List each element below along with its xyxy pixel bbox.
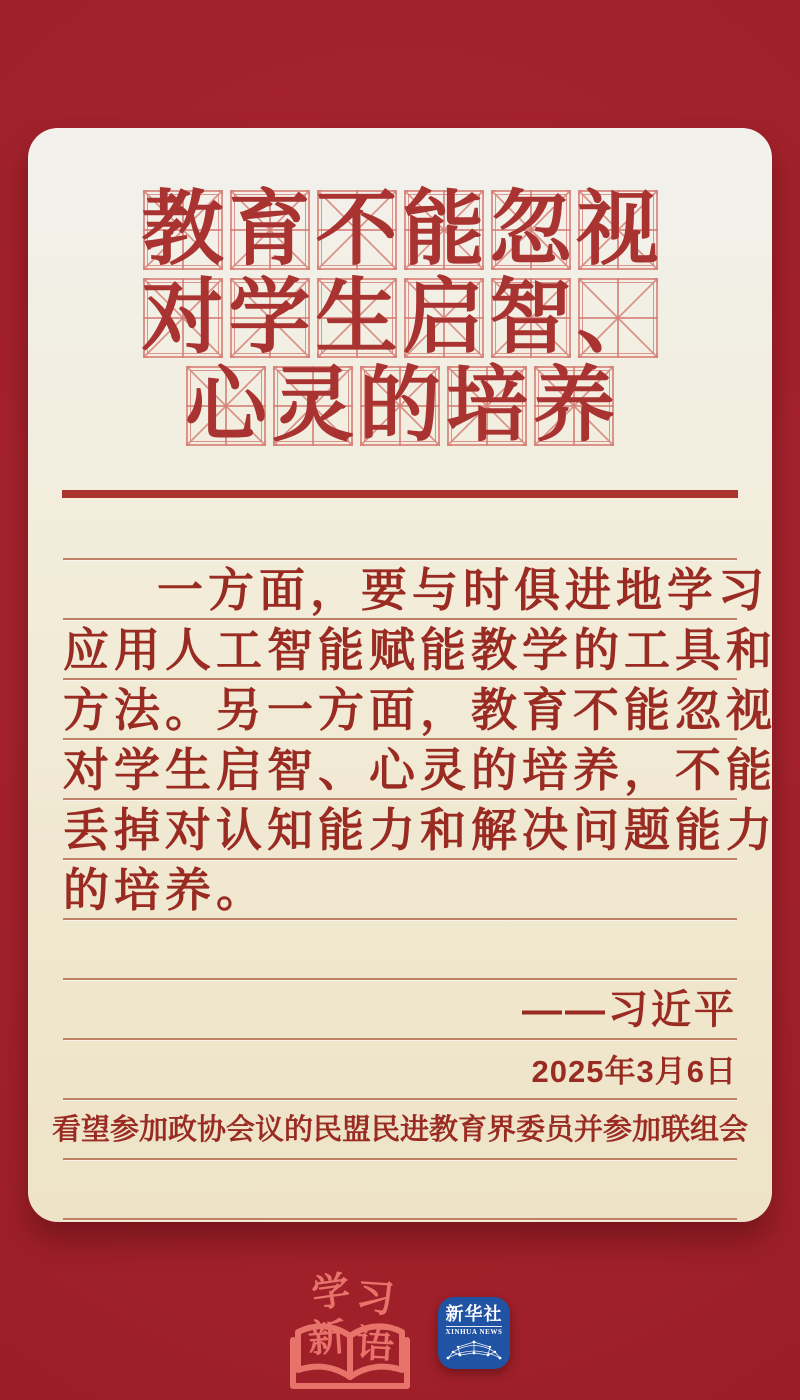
brand-char: 语: [354, 1323, 396, 1367]
quote-card: [28, 128, 777, 1222]
xuexi-xinyu-logo: [290, 1269, 410, 1392]
quote-line: 应用人工智能赋能教学的工具和: [63, 624, 777, 676]
title-char-box: [315, 272, 398, 363]
network-globe-icon: [444, 1338, 504, 1362]
xinhua-en-label: XINHUA NEWS: [445, 1327, 503, 1336]
title-char: 忽: [489, 184, 572, 275]
title-char: 培: [445, 360, 528, 451]
quote-text-block: [63, 558, 777, 918]
title-row: [141, 184, 659, 275]
quote-line: 方法。另一方面，教育不能忽视: [63, 684, 777, 736]
title-char-box: [271, 360, 354, 451]
title-char: 灵: [271, 360, 354, 451]
quote-line: 对学生启智、心灵的培养，不能: [63, 744, 777, 796]
title-char-box: [445, 360, 528, 451]
title-char-box: [402, 184, 485, 275]
title-char-box: [576, 184, 659, 275]
title-char-box: [489, 272, 572, 363]
title-char: 不: [315, 184, 398, 275]
quote-line: 一方面，要与时俱进地学习: [157, 564, 769, 616]
xinhua-cn-label: 新华社: [445, 1304, 503, 1324]
title-char-box: [228, 184, 311, 275]
title-char: 能: [402, 184, 485, 275]
title-char: 对: [141, 272, 224, 363]
brand-char: 学: [309, 1269, 353, 1317]
title-char-box: [576, 272, 659, 363]
title-char: 生: [315, 272, 398, 363]
title-char: 智: [489, 272, 572, 363]
quote-occasion: 看望参加政协会议的民盟民进教育界委员并参加联组会: [52, 1114, 749, 1146]
quote-date: 2025年3月6日: [531, 1054, 737, 1089]
title-row: [184, 360, 615, 451]
attribution: ——习近平: [522, 988, 737, 1032]
xinhua-news-logo: [438, 1297, 510, 1369]
title-char: 视: [576, 184, 659, 275]
title-char: 育: [228, 184, 311, 275]
title-char: 养: [532, 360, 615, 451]
title-grid: [28, 184, 772, 451]
title-char-box: [315, 184, 398, 275]
brand-char: 习: [354, 1276, 396, 1322]
title-char: 教: [141, 184, 224, 275]
rule-line: [63, 1218, 737, 1220]
title-char-box: [532, 360, 615, 451]
title-char-box: [402, 272, 485, 363]
title-char: 的: [358, 360, 441, 451]
title-char: 心: [184, 360, 267, 451]
rule-line: [63, 1158, 737, 1160]
title-char: 、: [576, 272, 659, 363]
title-char-box: [358, 360, 441, 451]
title-char: 学: [228, 272, 311, 363]
title-char-box: [141, 184, 224, 275]
rule-line: [63, 918, 737, 920]
title-divider: [62, 490, 738, 498]
footer-logos: [0, 1269, 800, 1392]
title-char-box: [228, 272, 311, 363]
title-row: [141, 272, 659, 363]
title-char-box: [489, 184, 572, 275]
brand-char: 新: [306, 1316, 348, 1362]
quote-line: 的培养。: [63, 864, 267, 916]
title-char-box: [141, 272, 224, 363]
title-char: 启: [402, 272, 485, 363]
quote-line: 丢掉对认知能力和解决问题能力: [63, 804, 777, 856]
title-char-box: [184, 360, 267, 451]
